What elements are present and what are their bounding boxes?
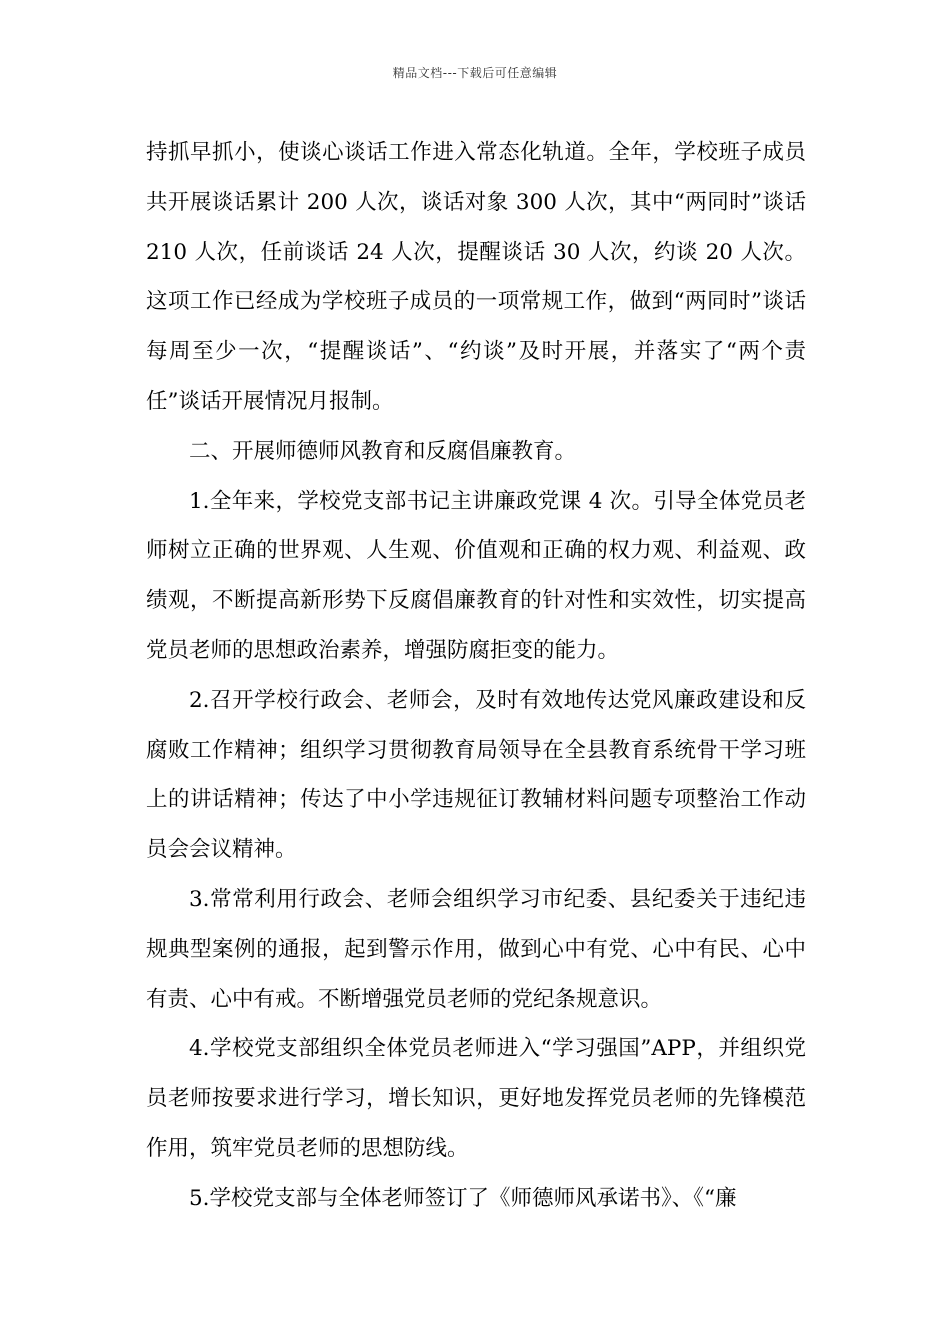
paragraph-item-2: 2.召开学校行政会、老师会，及时有效地传达党风廉政建设和反腐败工作精神；组织学习贯彻教育局领导在全县教育系统骨干学习班上的讲话精神；传达了中小学违规征订教辅材料问题专项整治工作动员会会议精神。 bbox=[146, 687, 806, 863]
paragraph-item-5: 5.学校党支部与全体老师签订了《师德师风承诺书》、《“廉 bbox=[189, 1185, 737, 1211]
paragraph-talks-summary: 持抓早抓小，使谈心谈话工作进入常态化轨道。全年，学校班子成员共开展谈话累计 200 人次，谈话对象 300 人次，其中“两同时”谈话 210 人次，任前谈话 24 人次，提醒谈话 30 人次，约谈 20 人次。这项工作已经成为学校班子成员的一项常规工作，做到“两同时”谈话每周至少一次，“提醒谈话”、“约谈”及时开展，并落实了“两个责任”谈话开展情况月报制。 bbox=[146, 140, 806, 414]
paragraph-item-4: 4.学校党支部组织全体党员老师进入“学习强国”APP，并组织党员老师按要求进行学习，增长知识，更好地发挥党员老师的先锋模范作用，筑牢党员老师的思想防线。 bbox=[146, 1036, 806, 1161]
section-heading-two: 二、开展师德师风教育和反腐倡廉教育。 bbox=[189, 438, 577, 464]
paragraph-item-1: 1.全年来，学校党支部书记主讲廉政党课 4 次。引导全体党员老师树立正确的世界观、人生观、价值观和正确的权力观、利益观、政绩观，不断提高新形势下反腐倡廉教育的针对性和实效性，切实提高党员老师的思想政治素养，增强防腐拒变的能力。 bbox=[146, 488, 806, 663]
document-body bbox=[146, 128, 806, 1224]
page-header: 精品文档---下载后可任意编辑 bbox=[392, 66, 558, 80]
paragraph-item-3: 3.常常利用行政会、老师会组织学习市纪委、县纪委关于违纪违规典型案例的通报，起到警示作用，做到心中有党、心中有民、心中有责、心中有戒。不断增强党员老师的党纪条规意识。 bbox=[146, 886, 806, 1012]
